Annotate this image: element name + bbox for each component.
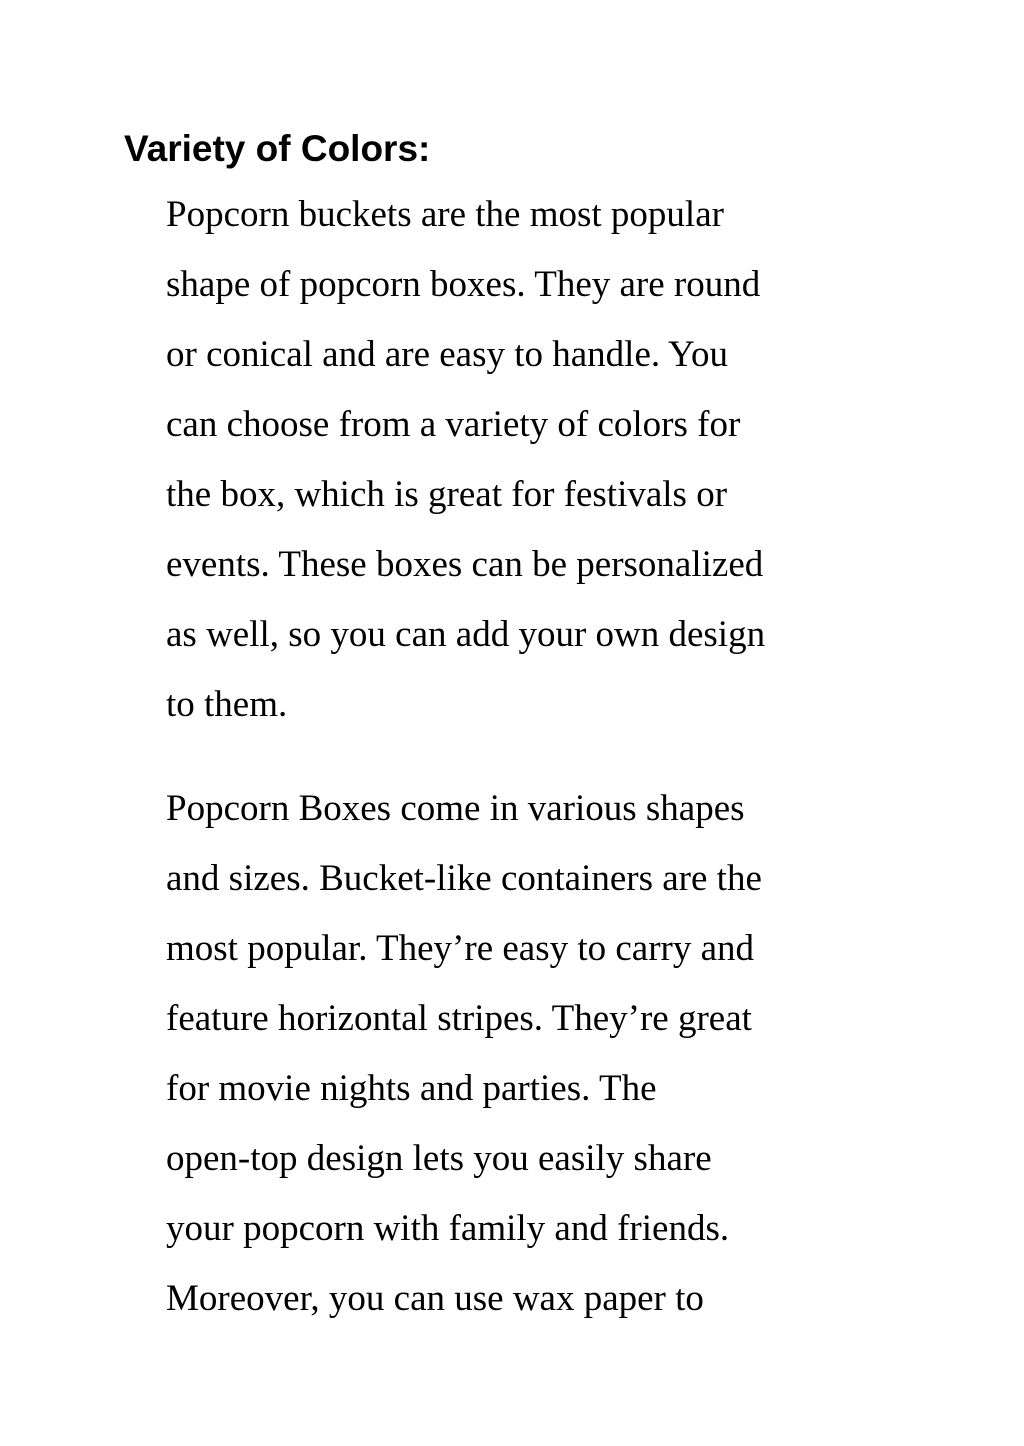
paragraph-line: open-top design lets you easily share [166, 1138, 712, 1179]
paragraph-line: as well, so you can add your own design [166, 614, 766, 655]
section-heading: Variety of Colors: [124, 128, 431, 169]
paragraph-line: and sizes. Bucket-like containers are the [166, 858, 762, 899]
paragraph-line: the box, which is great for festivals or [166, 474, 728, 515]
paragraph-line: events. These boxes can be personalized [166, 544, 764, 585]
paragraph-line: Popcorn Boxes come in various shapes [166, 788, 745, 829]
paragraph-line: shape of popcorn boxes. They are round [166, 264, 761, 305]
paragraph-line: Moreover, you can use wax paper to [166, 1278, 704, 1319]
paragraph-line: or conical and are easy to handle. You [166, 334, 729, 375]
paragraph-line: your popcorn with family and friends. [166, 1208, 730, 1249]
paragraph-line: can choose from a variety of colors for [166, 404, 741, 445]
paragraph-line: Popcorn buckets are the most popular [166, 194, 724, 235]
paragraph-line: for movie nights and parties. The [166, 1068, 657, 1109]
paragraph-line: most popular. They’re easy to carry and [166, 928, 755, 969]
paragraph-line: to them. [166, 684, 288, 725]
paragraph-line: feature horizontal stripes. They’re great [166, 998, 752, 1039]
